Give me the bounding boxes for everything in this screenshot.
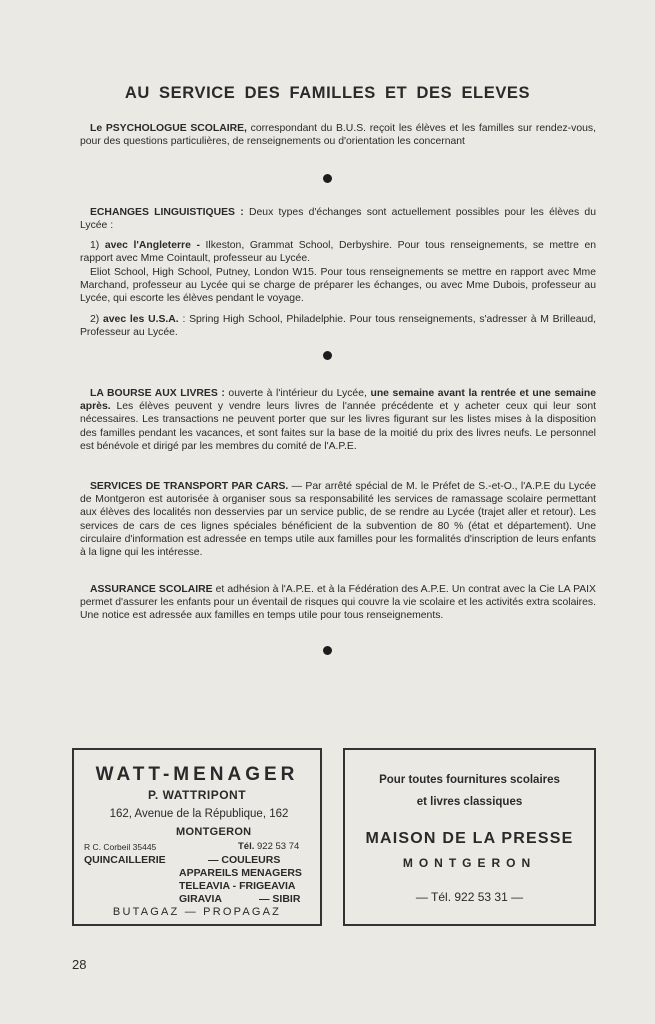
transport-paragraph xyxy=(80,480,596,559)
echanges-paragraph xyxy=(80,206,596,232)
advert-registry: R C. Corbeil 35445 xyxy=(84,842,157,852)
advert2-line-1: Pour toutes fournitures scolaires xyxy=(379,774,560,786)
maison-presse-advert xyxy=(343,748,596,926)
advert-gas-brands: BUTAGAZ — PROPAGAZ xyxy=(112,906,282,918)
assurance-paragraph xyxy=(80,583,596,623)
bourse-emphasis: une semaine avant la rentrée et une semaine après. xyxy=(80,388,597,413)
watt-menager-advert xyxy=(72,748,322,926)
advert-brands: TELEAVIA - FRIGEAVIA xyxy=(179,880,296,892)
advert-giravia: GIRAVIA xyxy=(179,893,222,905)
advert-couleurs: — COULEURS xyxy=(208,854,281,866)
phone-number: 922 53 74 xyxy=(257,841,300,852)
advert-owner: P. WATTRIPONT xyxy=(147,788,247,802)
angleterre-heading: avec l'Angleterre - xyxy=(104,240,200,251)
bourse-heading: LA BOURSE AUX LIVRES : xyxy=(90,388,225,399)
advert-phone xyxy=(238,841,299,852)
advert-city: MONTGERON xyxy=(176,826,252,838)
eliot-paragraph: Eliot School, High School, Putney, London W15. Pour tous renseignements se mettre en rapport avec Mme Marchand, professeur au Lycée qui se charge de préparer les échanges, ou avec Mme Dubois, professeur au Lycée, qui escorte les élèves pendant le voyage. xyxy=(80,267,596,305)
advert2-line-2: et livres classiques xyxy=(416,796,523,808)
section-bullet xyxy=(323,351,332,360)
assurance-text: et adhésion à l'A.P.E. et à la Fédération des A.P.E. Un contrat avec la Cie LA PAIX permet d'assurer les enfants pour un éventail de risques qui couvre la vie scolaire et les activités extra scolaires. Une notice est adressée aux familles en temps utile pour tous renseignements. xyxy=(80,584,596,622)
assurance-heading: ASSURANCE SCOLAIRE xyxy=(90,584,213,595)
usa-paragraph xyxy=(80,313,596,339)
angleterre-text: Ilkeston, Grammat School, Derbyshire. Pour tous renseignements, se mettre en rapport avec Mme Cointault, professeur au Lycée. xyxy=(80,240,596,265)
section-bullet xyxy=(323,646,332,655)
bourse-paragraph xyxy=(80,387,596,453)
item2-prefix: 2) xyxy=(90,314,103,325)
bourse-text-1: ouverte à l'intérieur du Lycée, xyxy=(224,388,371,399)
advert2-phone: — Tél. 922 53 31 — xyxy=(415,890,524,904)
bourse-text-2: Les élèves peuvent y vendre leurs livres de l'année précédente et y acheter ceux qui leur sont nécessaires. Les transactions ne peuvent porter que sur les livres figurant sur les listes mises à la disposition des familles pendant les vacances, et sont faites sur la base de la moitié du prix des livres neufs. Le personnel est bénévole et dirigé par les membres du comité de l'A.P.E. xyxy=(80,401,596,452)
echanges-text: Deux types d'échanges sont actuellement possibles pour les élèves du Lycée : xyxy=(80,207,596,232)
phone-label: Tél. xyxy=(238,841,255,852)
advert-quincaillerie: QUINCAILLERIE xyxy=(84,854,166,866)
advert-appareils: APPAREILS MENAGERS xyxy=(179,867,302,879)
psychologue-text: correspondant du B.U.S. reçoit les élèves et les familles sur rendez-vous, pour des questions particulières, de renseignements ou d'orientation les concernant xyxy=(80,123,596,148)
angleterre-paragraph xyxy=(80,239,596,265)
usa-text: : Spring High School, Philadelphie. Pour tous renseignements, s'adresser à M Brilleaud, Professeur au Lycée. xyxy=(80,314,596,339)
usa-heading: avec les U.S.A. xyxy=(103,314,179,325)
page-number: 28 xyxy=(72,957,87,972)
item1-prefix: 1) xyxy=(90,240,105,251)
advert2-shop-name: MAISON DE LA PRESSE xyxy=(365,830,574,847)
transport-text: — Par arrêté spécial de M. le Préfet de S.-et-O., l'A.P.E du Lycée de Montgeron est autorisée à organiser sous sa responsabilité les services de ramassage scolaire permettant aux élèves des localités non desservies par un service public, de se rendre au Lycée (trajet aller et retour). Les services de cars de ces lignes spéciales bénéficient de la subvention de 80 % (état et département). Une circulaire d'information est adressée en temps utile aux familles pour les formalités d'inscription de leurs enfants à la ligne qui les intéresse. xyxy=(80,481,596,559)
echanges-heading: ECHANGES LINGUISTIQUES : xyxy=(90,207,244,218)
advert-sibir: — SIBIR xyxy=(259,893,301,905)
page-title: AU SERVICE DES FAMILLES ET DES ELEVES xyxy=(124,84,531,102)
advert2-city: MONTGERON xyxy=(402,856,537,870)
advert-shop-name: WATT-MENAGER xyxy=(95,764,299,785)
psychologue-heading: Le PSYCHOLOGUE SCOLAIRE, xyxy=(90,123,247,134)
psychologue-paragraph xyxy=(80,122,596,148)
transport-heading: SERVICES DE TRANSPORT PAR CARS. xyxy=(90,481,289,492)
section-bullet xyxy=(323,174,332,183)
advert-address: 162, Avenue de la République, 162 xyxy=(109,808,289,820)
